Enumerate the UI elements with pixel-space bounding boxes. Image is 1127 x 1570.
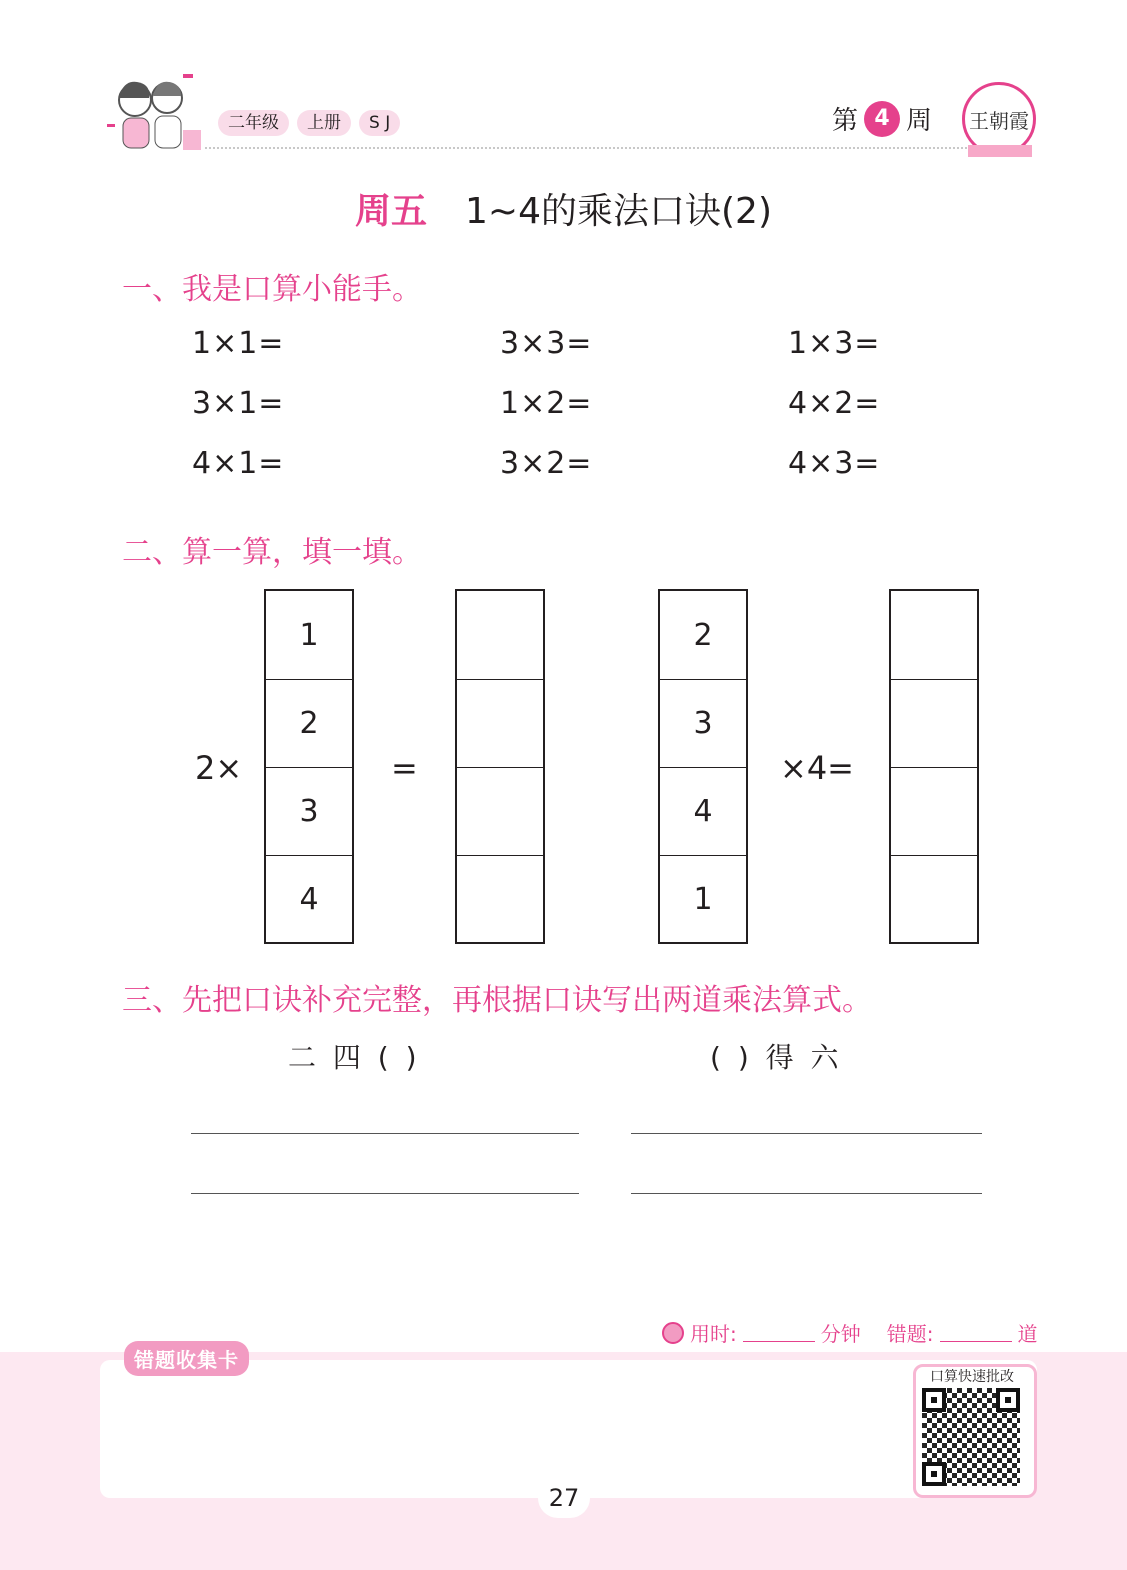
grade-tags: [218, 110, 400, 136]
page-title: [0, 183, 1127, 234]
answer-cell[interactable]: [891, 855, 977, 943]
clock-icon: [662, 1322, 684, 1344]
equation: 1×2=: [500, 386, 593, 421]
section3-heading: 三、先把口诀补充完整，再根据口诀写出两道乘法算式。: [122, 983, 872, 1018]
factor-cell: 3: [266, 767, 352, 855]
week-suffix: 周: [906, 106, 933, 136]
multiplier-suffix: ×4=: [780, 749, 854, 787]
section1-heading: 一、我是口算小能手。: [122, 272, 422, 307]
equation: 3×2=: [500, 446, 593, 481]
equation: 1×3=: [788, 326, 881, 361]
equation: 4×3=: [788, 446, 881, 481]
answer-cell[interactable]: [891, 767, 977, 855]
children-illustration: [105, 68, 205, 158]
equation: 4×1=: [192, 446, 285, 481]
minutes-label: 分钟: [820, 1322, 861, 1346]
card-label: 错题收集卡: [124, 1341, 249, 1376]
factor-cell: 2: [693, 617, 713, 653]
factor-cell: 4: [266, 855, 352, 943]
brand-name: 王朝霞: [969, 108, 1029, 133]
left-answer-column: [455, 589, 545, 944]
qr-code-icon[interactable]: [922, 1388, 1020, 1486]
qr-finder: [922, 1388, 946, 1412]
title-day: 周五: [355, 191, 428, 232]
time-blank[interactable]: [743, 1323, 815, 1342]
answer-line[interactable]: [191, 1133, 579, 1134]
errors-label: 错题:: [886, 1322, 934, 1346]
week-indicator: [832, 100, 932, 137]
factor-cell: 1: [299, 617, 319, 653]
answer-cell[interactable]: [891, 679, 977, 767]
answer-line[interactable]: [631, 1193, 982, 1194]
factor-cell: 4: [660, 767, 746, 855]
rhyme-left: 二 四 ( ): [288, 1041, 421, 1074]
week-number-badge: 4: [864, 101, 900, 137]
qr-finder: [922, 1462, 946, 1486]
rhyme-right: ( ) 得 六: [710, 1041, 843, 1074]
qr-finder: [996, 1388, 1020, 1412]
page-number: 27: [538, 1478, 590, 1518]
answer-cell[interactable]: [457, 855, 543, 943]
right-answer-column: [889, 589, 979, 944]
right-factor-column: [658, 589, 748, 944]
errors-blank[interactable]: [940, 1323, 1012, 1342]
edition-tag: S J: [359, 110, 400, 136]
answer-line[interactable]: [631, 1133, 982, 1134]
week-prefix: 第: [832, 106, 859, 136]
multiplier-prefix: 2×: [195, 749, 243, 787]
answer-cell[interactable]: [457, 679, 543, 767]
equation: 3×1=: [192, 386, 285, 421]
equals-sign: =: [391, 749, 418, 787]
brand-ribbon: [968, 145, 1032, 157]
equation: 4×2=: [788, 386, 881, 421]
title-topic: 1~4的乘法口诀(2): [465, 191, 772, 232]
factor-cell: 1: [660, 855, 746, 943]
factor-cell: 2: [266, 679, 352, 767]
grade-tag: 二年级: [218, 110, 289, 136]
time-record: [662, 1318, 1038, 1347]
section2-heading: 二、算一算，填一填。: [122, 535, 422, 570]
answer-line[interactable]: [191, 1193, 579, 1194]
equation: 1×1=: [192, 326, 285, 361]
left-factor-column: [264, 589, 354, 944]
equation: 3×3=: [500, 326, 593, 361]
answer-cell[interactable]: [457, 767, 543, 855]
qr-caption: 口算快速批改: [930, 1369, 1014, 1385]
answer-cell[interactable]: [457, 591, 543, 679]
header-divider: [205, 147, 975, 149]
volume-tag: 上册: [297, 110, 351, 136]
time-label: 用时:: [690, 1322, 737, 1346]
factor-cell: 3: [660, 679, 746, 767]
answer-cell[interactable]: [891, 591, 977, 679]
errors-unit: 道: [1017, 1322, 1038, 1346]
